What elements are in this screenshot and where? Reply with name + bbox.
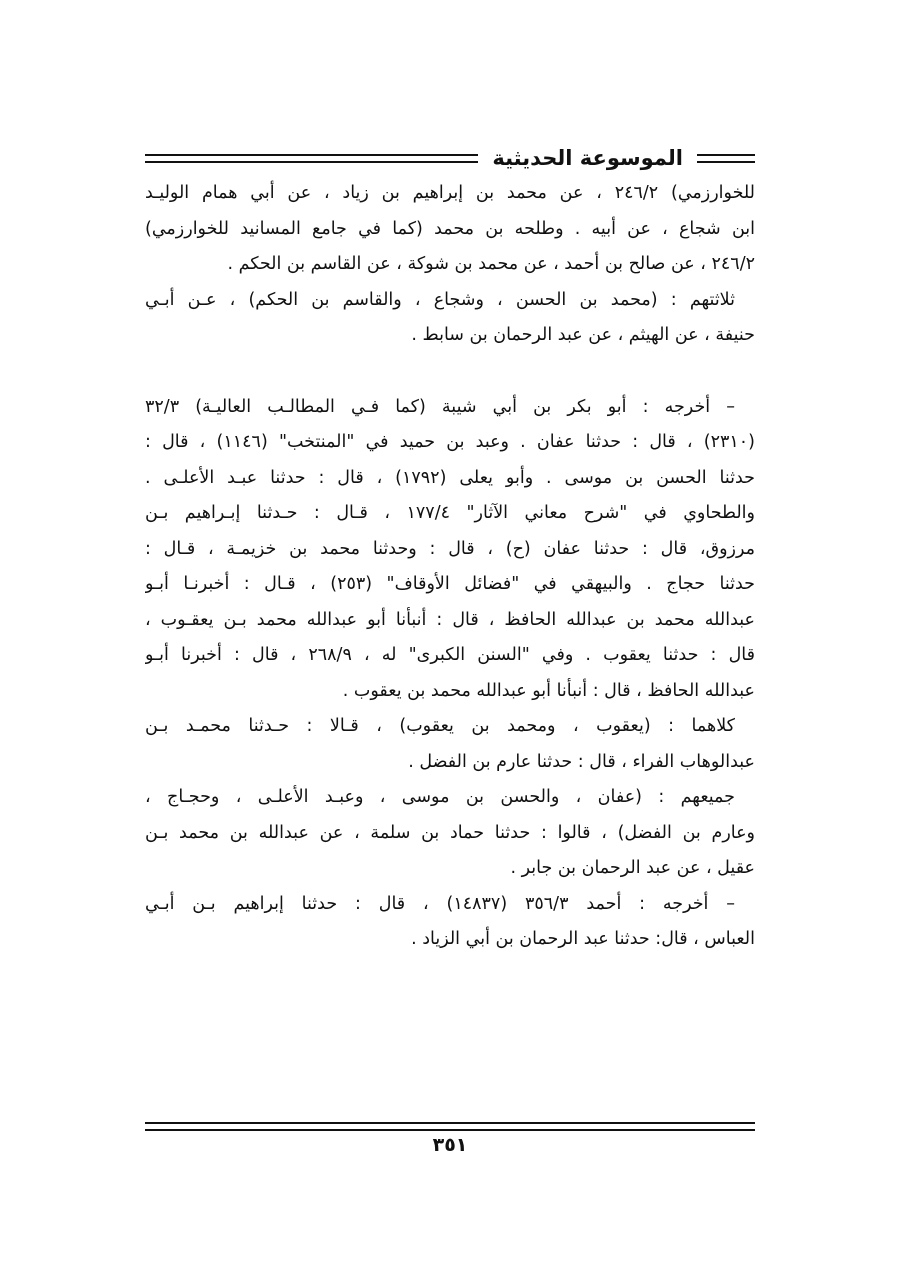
text-line: (٢٣١٠) ، قال : حدثنا عفان . وعبد بن حميد في "المنتخب" (١١٤٦) ، قال : xyxy=(145,432,755,452)
text-line: حدثنا الحسن بن موسى . وأبو يعلى (١٧٩٢) ، قال : حدثنا عبـد الأعلـى . xyxy=(145,467,755,488)
header-rule-long xyxy=(145,154,478,163)
text-line: عبدالله الحافظ ، قال : أنبأنا أبو عبدالله محمد بن يعقوب . xyxy=(342,680,755,701)
footer-rule xyxy=(145,1122,755,1131)
text-line: وعارم بن الفضل) ، قالوا : حدثنا حماد بن سلمة ، عن عبدالله بن محمد بـن xyxy=(145,822,755,843)
text-line: ٢٤٦/٢ ، عن صالح بن أحمد ، عن محمد بن شوكة ، عن القاسم بن الحكم . xyxy=(227,254,755,274)
text-line: كلاهما : (يعقوب ، ومحمد بن يعقوب) ، قـالا : حـدثنا محمـد بـن xyxy=(145,716,735,736)
text-line: – أخرجه : أبو بكر بن أبي شيبة (كما فـي المطالـب العاليـة) ٣٢/٣ xyxy=(145,396,735,417)
text-line: عبدالوهاب الفراء ، قال : حدثنا عارم بن الفضل . xyxy=(408,751,755,772)
text-line: عقيل ، عن عبد الرحمان بن جابر . xyxy=(510,858,755,878)
text-line: جميعهم : (عفان ، والحسن بن موسى ، وعبـد الأعلـى ، وحجـاج ، xyxy=(145,787,735,807)
page-body xyxy=(145,140,755,958)
text-line: العباس ، قال: حدثنا عبد الرحمان بن أبي الزياد . xyxy=(411,929,755,949)
page-number: ٣٥١ xyxy=(432,1134,468,1156)
text-line: والطحاوي في "شرح معاني الآثار" ١٧٧/٤ ، قـال : حـدثنا إبـراهيم بـن xyxy=(145,503,755,523)
text-line: مرزوق، قال : حدثنا عفان (ح) ، قال : وحدثنا محمد بن خزيمـة ، قـال : xyxy=(145,538,755,559)
running-header xyxy=(145,140,755,176)
header-title: الموسوعة الحديثية xyxy=(492,146,683,170)
text-line: للخوارزمي) ٢٤٦/٢ ، عن محمد بن إبراهيم بن زياد ، عن أبي همام الوليـد xyxy=(145,183,755,203)
text-line: حنيفة ، عن الهيثم ، عن عبد الرحمان بن سابط . xyxy=(411,325,755,345)
text-line: عبدالله محمد بن عبدالله الحافظ ، قال : أنبأنا أبو عبدالله محمد بـن يعقـوب ، xyxy=(145,609,755,630)
text-line: حدثنا حجاج . والبيهقي في "فضائل الأوقاف" (٢٥٣) ، قـال : أخبرنـا أبـو xyxy=(145,574,755,594)
text-line: ابن شجاع ، عن أبيه . وطلحه بن محمد (كما في جامع المسانيد للخوارزمي) xyxy=(145,218,755,239)
text-line: – أخرجه : أحمد ٣٥٦/٣ (١٤٨٣٧) ، قال : حدثنا إبراهيم بـن أبـي xyxy=(145,893,735,914)
text-line: ثلاثتهم : (محمد بن الحسن ، وشجاع ، والقاسم بن الحكم) ، عـن أبـي xyxy=(145,289,735,310)
text-line: قال : حدثنا يعقوب . وفي "السنن الكبرى" له ، ٢٦٨/٩ ، قال : أخبرنا أبـو xyxy=(145,645,755,665)
paragraph-gap xyxy=(145,354,755,390)
header-rule-short xyxy=(697,154,755,163)
